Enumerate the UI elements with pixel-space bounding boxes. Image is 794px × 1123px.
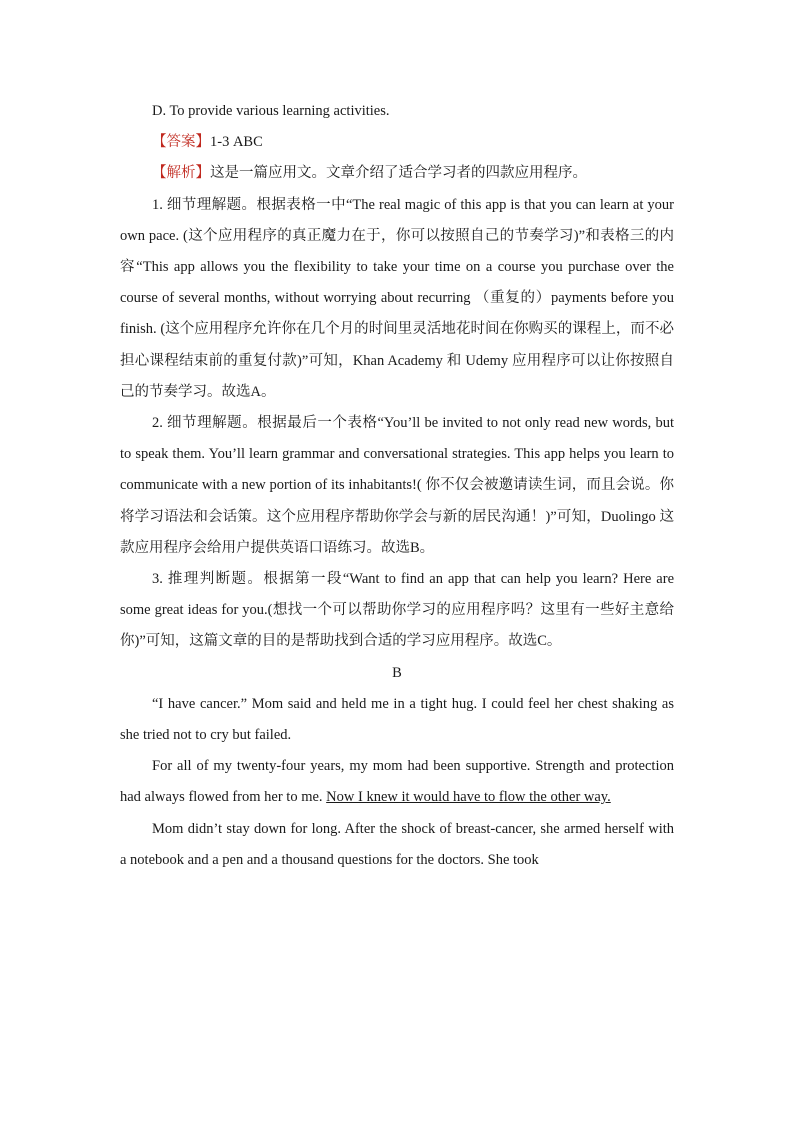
option-d: D. To provide various learning activities. — [152, 103, 390, 119]
underlined-sentence: Now I knew it would have to flow the other way. — [326, 789, 611, 806]
passage-paragraph-1: “I have cancer.” Mom said and held me in a tight hug. I could feel her chest shaking as she tried not to cry but failed. — [120, 695, 674, 744]
passage-paragraph-2 — [120, 751, 674, 813]
analysis-line — [120, 158, 674, 189]
passage-paragraph-3: Mom didn’t stay down for long. After the shock of breast-cancer, she armed herself with a notebook and a pen and a thousand questions for the doctors. She took — [120, 820, 674, 868]
answer-text: 1-3 ABC — [210, 134, 263, 151]
question-3-explanation: 3. 推理判断题。根据第一段“Want to find an app that can help you learn? Here are some great ideas for you.(想找一个可以帮助你学习的应用程序吗？这里有一些好主意给你)”可知，这篇文章的目的是帮助找到合适的学习应用程序。故选C。 — [120, 571, 674, 650]
question-1-explanation: 1. 细节理解题。根据表格一中“The real magic of this app is that you can learn at your own pace. (这个应用程序的真正魔力在于，你可以按照自己的节奏学习)”和表格三的内容“This app allows you the flexibility to take your time on a course you purchase over the course of several months, without worrying about recurring （重复的）payments before you finish. (这个应用程序允许你在几个月的时间里灵活地花时间在你购买的课程上，而不必担心课程结束前的重复付款)”可知，Khan Academy 和 Udemy 应用程序可以让你按照自己的节奏学习。故选A。 — [120, 196, 674, 400]
answer-label: 【答案】 — [152, 134, 210, 151]
document-page — [120, 96, 674, 876]
paragraph-2-text: For all of my twenty-four years, my mom had been supportive. Strength and protection had always flowed from her to me. — [120, 758, 674, 806]
question-2-explanation: 2. 细节理解题。根据最后一个表格“You’ll be invited to not only read new words, but to speak them. You’ll learn grammar and conversational strategies. This app helps you learn to communicate with a new portion of its inhabitants!( 你不仅会被邀请读生词，而且会说。你将学习语法和会话策。这个应用程序帮助你学会与新的居民沟通！)”可知，Duolingo 这款应用程序会给用户提供英语口语练习。故选B。 — [120, 415, 674, 556]
section-heading-b: B — [392, 664, 402, 681]
analysis-label: 【解析】 — [152, 165, 210, 182]
analysis-text: 这是一篇应用文。文章介绍了适合学习者的四款应用程序。 — [210, 165, 587, 182]
answer-line — [120, 127, 674, 158]
